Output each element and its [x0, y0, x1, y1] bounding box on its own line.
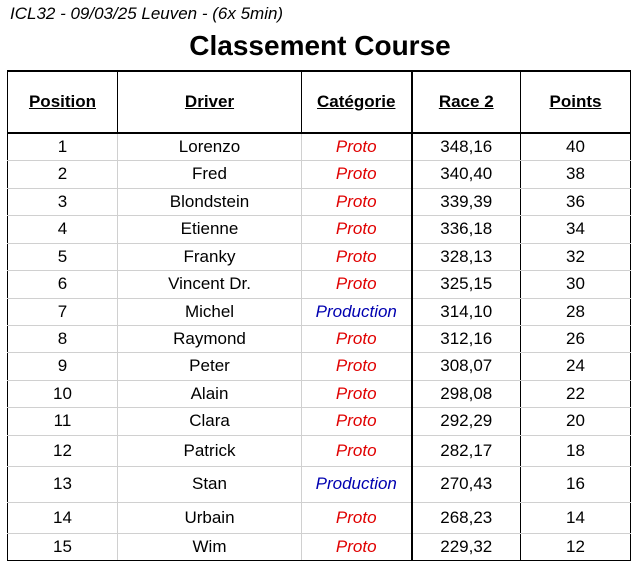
race-cell: 312,16 [412, 325, 521, 352]
category-cell: Proto [302, 160, 412, 188]
table-row [8, 407, 631, 435]
race-cell: 314,10 [412, 298, 521, 325]
table-row [8, 325, 631, 352]
category-cell: Proto [302, 270, 412, 298]
driver-cell: Franky [118, 243, 302, 270]
position-cell: 1 [8, 133, 118, 160]
position-cell: 11 [8, 407, 118, 435]
race-cell: 348,16 [412, 133, 521, 160]
category-cell: Proto [302, 352, 412, 380]
table-row [8, 188, 631, 215]
table-row [8, 243, 631, 270]
category-cell: Proto [302, 502, 412, 533]
points-cell: 38 [521, 160, 631, 188]
race-cell: 270,43 [412, 466, 521, 502]
race-cell: 268,23 [412, 502, 521, 533]
table-row [8, 160, 631, 188]
driver-cell: Etienne [118, 215, 302, 243]
table-row [8, 435, 631, 466]
position-cell: 4 [8, 215, 118, 243]
driver-cell: Wim [118, 533, 302, 560]
table-row [8, 133, 631, 160]
driver-cell: Lorenzo [118, 133, 302, 160]
position-cell: 2 [8, 160, 118, 188]
points-cell: 34 [521, 215, 631, 243]
table-row [8, 298, 631, 325]
points-cell: 36 [521, 188, 631, 215]
points-cell: 32 [521, 243, 631, 270]
driver-cell: Urbain [118, 502, 302, 533]
table-row [8, 466, 631, 502]
header-row [8, 71, 631, 133]
position-cell: 3 [8, 188, 118, 215]
race-cell: 325,15 [412, 270, 521, 298]
results-table [7, 70, 631, 561]
race-cell: 292,29 [412, 407, 521, 435]
category-cell: Proto [302, 533, 412, 560]
table-row [8, 502, 631, 533]
category-cell: Proto [302, 133, 412, 160]
points-cell: 24 [521, 352, 631, 380]
points-cell: 14 [521, 502, 631, 533]
driver-cell: Peter [118, 352, 302, 380]
position-cell: 9 [8, 352, 118, 380]
column-header-race: Race 2 [412, 71, 521, 133]
race-cell: 340,40 [412, 160, 521, 188]
table-row [8, 352, 631, 380]
driver-cell: Patrick [118, 435, 302, 466]
column-header-points: Points [521, 71, 631, 133]
column-header-category: Catégorie [302, 71, 412, 133]
table-row [8, 270, 631, 298]
points-cell: 26 [521, 325, 631, 352]
driver-cell: Fred [118, 160, 302, 188]
category-cell: Proto [302, 243, 412, 270]
column-header-driver: Driver [118, 71, 302, 133]
position-cell: 15 [8, 533, 118, 560]
table-row [8, 215, 631, 243]
category-cell: Proto [302, 380, 412, 407]
table-row [8, 380, 631, 407]
category-cell: Proto [302, 215, 412, 243]
category-cell: Proto [302, 407, 412, 435]
column-header-position: Position [8, 71, 118, 133]
points-cell: 28 [521, 298, 631, 325]
points-cell: 30 [521, 270, 631, 298]
category-cell: Production [302, 298, 412, 325]
race-cell: 328,13 [412, 243, 521, 270]
page-title: Classement Course [189, 30, 451, 61]
table-row [8, 533, 631, 560]
points-cell: 16 [521, 466, 631, 502]
race-cell: 336,18 [412, 215, 521, 243]
position-cell: 10 [8, 380, 118, 407]
points-cell: 18 [521, 435, 631, 466]
race-cell: 229,32 [412, 533, 521, 560]
subtitle: ICL32 - 09/03/25 Leuven - (6x 5min) [10, 4, 284, 23]
position-cell: 12 [8, 435, 118, 466]
driver-cell: Stan [118, 466, 302, 502]
points-cell: 12 [521, 533, 631, 560]
race-cell: 282,17 [412, 435, 521, 466]
driver-cell: Blondstein [118, 188, 302, 215]
points-cell: 20 [521, 407, 631, 435]
driver-cell: Clara [118, 407, 302, 435]
position-cell: 5 [8, 243, 118, 270]
points-cell: 22 [521, 380, 631, 407]
category-cell: Proto [302, 325, 412, 352]
category-cell: Production [302, 466, 412, 502]
category-cell: Proto [302, 435, 412, 466]
race-cell: 339,39 [412, 188, 521, 215]
driver-cell: Michel [118, 298, 302, 325]
points-cell: 40 [521, 133, 631, 160]
position-cell: 13 [8, 466, 118, 502]
category-cell: Proto [302, 188, 412, 215]
driver-cell: Raymond [118, 325, 302, 352]
position-cell: 8 [8, 325, 118, 352]
driver-cell: Vincent Dr. [118, 270, 302, 298]
position-cell: 14 [8, 502, 118, 533]
position-cell: 7 [8, 298, 118, 325]
race-cell: 298,08 [412, 380, 521, 407]
position-cell: 6 [8, 270, 118, 298]
race-cell: 308,07 [412, 352, 521, 380]
driver-cell: Alain [118, 380, 302, 407]
